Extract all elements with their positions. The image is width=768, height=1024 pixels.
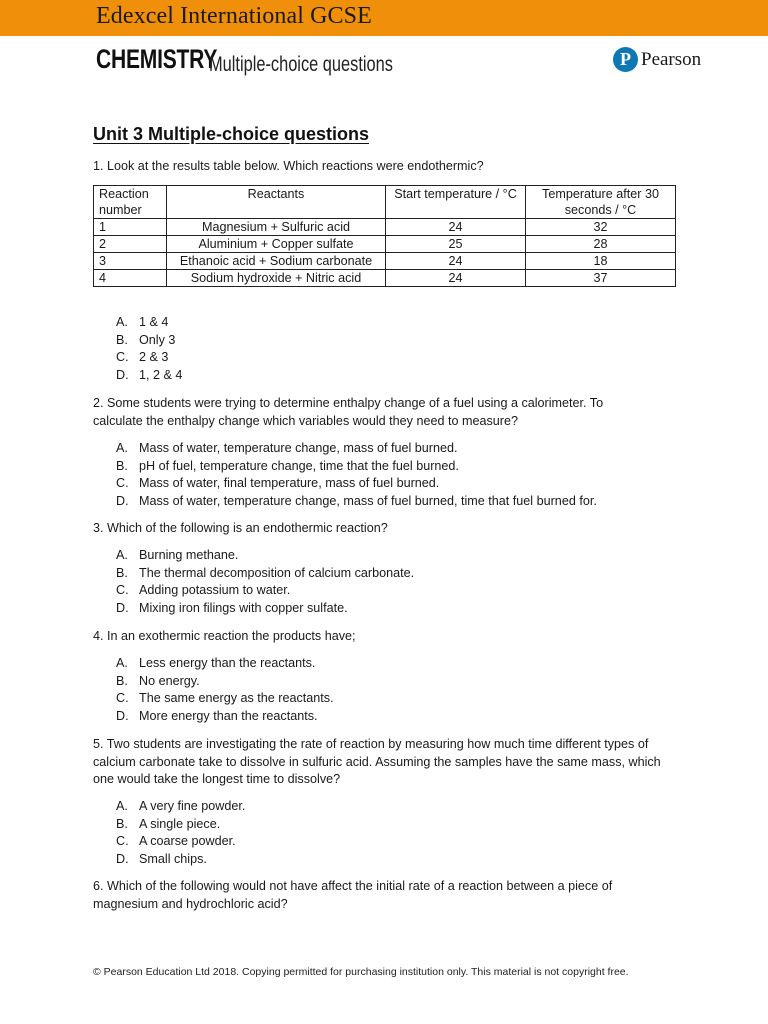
- column-header: Reaction number: [94, 186, 167, 219]
- table-row: [94, 219, 676, 236]
- option-letter: D.: [116, 493, 129, 508]
- option-a: [116, 655, 334, 673]
- table-cell: 25: [386, 236, 526, 253]
- table-cell: 28: [526, 236, 676, 253]
- option-c: [116, 690, 334, 708]
- table-row: [94, 270, 676, 287]
- option-b: [116, 816, 245, 834]
- question-4-options: [116, 655, 334, 725]
- column-header: Reactants: [167, 186, 386, 219]
- option-b: [116, 332, 182, 350]
- option-text: Burning methane.: [139, 548, 239, 562]
- option-letter: A.: [116, 315, 128, 329]
- table-cell: Magnesium + Sulfuric acid: [167, 219, 386, 236]
- option-text: Mass of water, final temperature, mass of fuel burned.: [139, 476, 440, 490]
- table-header-row: [94, 186, 676, 219]
- pearson-logo: [613, 47, 701, 72]
- table-cell: 24: [386, 270, 526, 287]
- option-b: [116, 673, 334, 691]
- option-text: Small chips.: [139, 851, 207, 866]
- results-table: [93, 185, 676, 287]
- table-cell: Sodium hydroxide + Nitric acid: [167, 270, 386, 287]
- question-5: 5. Two students are investigating the rate of reaction by measuring how much time different types of calcium carbonate take to dissolve in sulfuric acid. Assuming the samples have the same mass, which one would take the longest time to dissolve?: [93, 737, 661, 786]
- option-letter: D.: [116, 708, 129, 723]
- option-text: More energy than the reactants.: [139, 708, 318, 723]
- option-a: [116, 440, 597, 458]
- table-cell: 37: [526, 270, 676, 287]
- question-3: 3. Which of the following is an endothermic reaction?: [93, 521, 388, 535]
- option-text: 2 & 3: [139, 350, 169, 364]
- option-letter: A.: [116, 656, 128, 670]
- option-letter: B.: [116, 458, 128, 473]
- question-4: 4. In an exothermic reaction the products have;: [93, 629, 356, 643]
- option-a: [116, 547, 414, 565]
- option-text: Mass of water, temperature change, mass of fuel burned, time that fuel burned for.: [139, 493, 597, 508]
- option-d: [116, 493, 597, 511]
- option-text: 1 & 4: [139, 315, 169, 329]
- option-text: pH of fuel, temperature change, time that the fuel burned.: [139, 458, 459, 473]
- table-cell: 18: [526, 253, 676, 270]
- option-letter: C.: [116, 691, 129, 705]
- table-cell: 2: [94, 236, 167, 253]
- option-b: [116, 565, 414, 583]
- table-cell: 3: [94, 253, 167, 270]
- option-text: No energy.: [139, 673, 200, 688]
- option-text: A very fine powder.: [139, 799, 246, 813]
- option-c: [116, 349, 182, 367]
- table-cell: Aluminium + Copper sulfate: [167, 236, 386, 253]
- table-cell: 1: [94, 219, 167, 236]
- table-cell: 24: [386, 219, 526, 236]
- option-d: [116, 367, 182, 385]
- unit-title: Unit 3 Multiple-choice questions: [93, 124, 370, 144]
- question-5-options: [116, 798, 245, 868]
- option-c: [116, 582, 414, 600]
- subject-name: CHEMISTRY: [96, 44, 218, 74]
- option-letter: C.: [116, 350, 129, 364]
- option-letter: C.: [116, 583, 129, 597]
- option-text: A single piece.: [139, 816, 221, 831]
- column-header: Temperature after 30 seconds / °C: [526, 186, 676, 219]
- option-text: Only 3: [139, 332, 176, 347]
- option-letter: B.: [116, 816, 128, 831]
- table-cell: 4: [94, 270, 167, 287]
- subject-subtitle: Multiple-choice questions: [209, 53, 393, 76]
- subject-heading: [96, 44, 393, 80]
- option-d: [116, 851, 245, 869]
- option-letter: A.: [116, 441, 128, 455]
- option-text: Mass of water, temperature change, mass of fuel burned.: [139, 441, 458, 455]
- option-b: [116, 458, 597, 476]
- option-c: [116, 833, 245, 851]
- option-letter: B.: [116, 673, 128, 688]
- option-c: [116, 475, 597, 493]
- question-2-options: [116, 440, 597, 510]
- table-cell: 24: [386, 253, 526, 270]
- option-text: The same energy as the reactants.: [139, 691, 334, 705]
- option-letter: A.: [116, 548, 128, 562]
- question-2: 2. Some students were trying to determine enthalpy change of a fuel using a calorimeter. To calculate the enthalpy change which variables would they need to measure?: [93, 396, 604, 428]
- option-letter: B.: [116, 332, 128, 347]
- copyright-footer: © Pearson Education Ltd 2018. Copying permitted for purchasing institution only. This material is not copyright free.: [93, 966, 629, 978]
- option-text: Adding potassium to water.: [139, 583, 291, 597]
- option-text: 1, 2 & 4: [139, 367, 183, 382]
- pearson-p-icon: P: [613, 47, 638, 72]
- option-text: A coarse powder.: [139, 834, 236, 848]
- option-letter: D.: [116, 600, 129, 615]
- question-1-options: [116, 314, 182, 384]
- option-d: [116, 708, 334, 726]
- question-3-options: [116, 547, 414, 617]
- option-a: [116, 798, 245, 816]
- table-row: [94, 253, 676, 270]
- option-letter: C.: [116, 834, 129, 848]
- table-cell: Ethanoic acid + Sodium carbonate: [167, 253, 386, 270]
- option-letter: C.: [116, 476, 129, 490]
- option-text: The thermal decomposition of calcium carbonate.: [139, 565, 415, 580]
- column-header: Start temperature / °C: [386, 186, 526, 219]
- option-letter: D.: [116, 367, 129, 382]
- question-1: 1. Look at the results table below. Which reactions were endothermic?: [93, 159, 484, 173]
- table-row: [94, 236, 676, 253]
- table-cell: 32: [526, 219, 676, 236]
- exam-board-title: Edexcel International GCSE: [96, 3, 372, 29]
- option-text: Less energy than the reactants.: [139, 656, 316, 670]
- pearson-wordmark: Pearson: [641, 48, 702, 70]
- option-a: [116, 314, 182, 332]
- option-letter: B.: [116, 565, 128, 580]
- option-d: [116, 600, 414, 618]
- option-letter: A.: [116, 799, 128, 813]
- option-text: Mixing iron filings with copper sulfate.: [139, 600, 348, 615]
- option-letter: D.: [116, 851, 129, 866]
- question-6: 6. Which of the following would not have affect the initial rate of a reaction between a piece of magnesium and hydrochloric acid?: [93, 879, 613, 911]
